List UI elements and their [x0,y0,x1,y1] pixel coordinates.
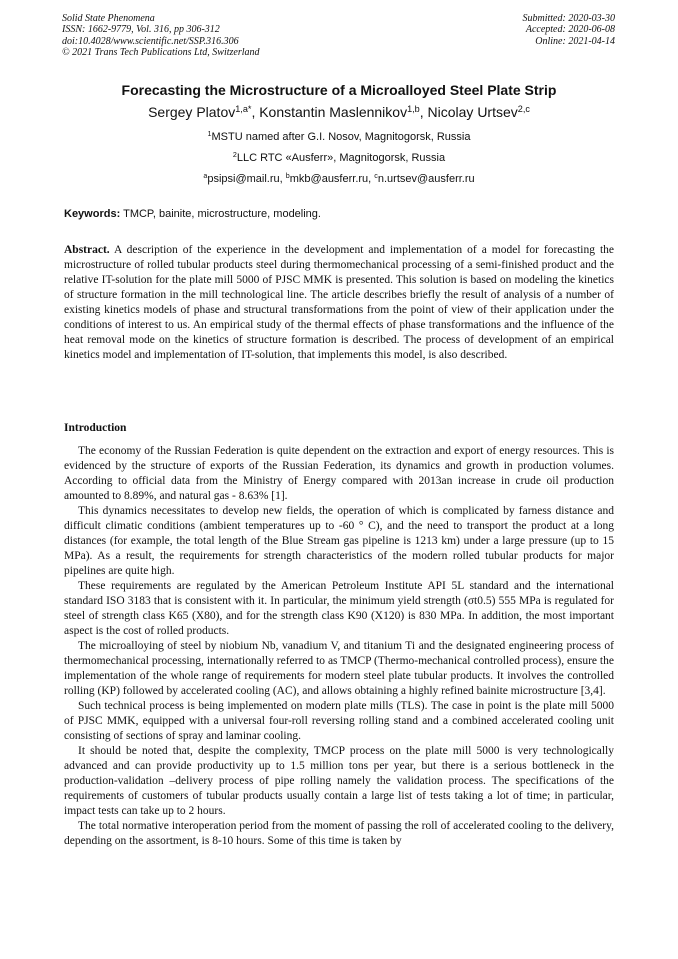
paragraph: The total normative interoperation period from the moment of passing the roll of accelerated cooling to the delivery, depending on the assortment, is 8-10 hours. Some of this time is taken by [64,820,614,847]
introduction-body [64,444,614,849]
journal-issn: ISSN: 1662-9779, Vol. 316, pp 306-312 [62,24,220,36]
email-list [40,173,638,185]
email-text: psipsi@mail.ru [207,173,280,185]
paper-title: Forecasting the Microstructure of a Microalloyed Steel Plate Strip [121,82,557,98]
author-name: Nicolay Urtsev [427,104,518,120]
paragraph: It should be noted that, despite the complexity, TMCP process on the plate mill 5000 is very technologically advanced and can provide productivity up to 1.5 million tons per year, but there is a serious bottleneck in the production-validation –delivery process of pipe rolling namely the validation process. The specifications of the requirements of customers of tubular products usually contain a large list of tests taking a lot of time; in particular, impact tests can take up to 2 hours. [64,745,614,817]
keywords-text: TMCP, bainite, microstructure, modeling. [120,208,321,220]
journal-copyright: © 2021 Trans Tech Publications Ltd, Switzerland [62,47,260,59]
affiliation-sup: 2 [232,151,237,160]
author-name: Konstantin Maslennikov [259,104,408,120]
journal-name: Solid State Phenomena [62,13,155,24]
affiliation-text: LLC RTC «Ausferr», Magnitogorsk, Russia [236,152,446,164]
separator: , [368,173,375,185]
abstract [64,243,614,363]
journal-header [62,13,260,59]
author-sup: 1,b [407,104,420,114]
email-sup: b [285,172,290,181]
affiliation-text: MSTU named after G.I. Nosov, Magnitogorsk, Russia [211,131,471,143]
paragraph: These requirements are regulated by the American Petroleum Institute API 5L standard and the international standard ISO 3183 that is consistent with it. In particular, the minimum yield strength (σt0.5) 555 MPa is regulated for steel of strength class K65 (X80), and for the strength class K90 (X120) is 830 MPa. In addition, the most important aspect is the cost of rolled products. [64,580,614,637]
online-date: Online: 2021-04-14 [535,35,615,47]
separator: , [279,173,286,185]
email-text: n.urtsev@ausferr.ru [377,173,475,185]
separator: , [251,104,260,120]
abstract-text: A description of the experience in the development and implementation of a model for forecasting the microstructure of rolled tubular products steel during thermomechanical processing of a semi-finished product and the relative IT-solution for the plate mill 5000 of PJSC MMK is presented. This solution is based on modeling the kinetics of structure formation in the mill technological line. The article describes briefly the result of analysis of a number of existing kinetics models of phase and structural transformations from the point of view of their application under the conditions of interest to us. An empirical study of the thermal effects of phase transformations and the influence of the heat removal mode on the kinetics of structure formation is described. The process of development of an empirical kinetics model and implementation of IT-solution, that implements this model, is also described. [64,244,614,361]
journal-doi: doi:10.4028/www.scientific.net/SSP.316.306 [62,35,239,47]
author-name: Sergey Platov [148,104,236,120]
abstract-label: Abstract. [64,244,110,256]
author-sup: 1,a* [235,104,252,114]
author-sup: 2,c [517,104,530,114]
keywords-label: Keywords: [64,208,121,220]
affiliation-sup: 1 [207,130,212,139]
paragraph: The microalloying of steel by niobium Nb, vanadium V, and titanium Ti and the designated engineering process of thermomechanical processing, internationally referred to as TMCP (Thermo-mechanical controlled process), ensure the implementation of the whole range of requirements for modern steel plate tubular products. It involves the controlled rolling (KP) followed by accelerated cooling (AC), and allows obtaining a highly refined bainite microstructure [3,4]. [64,640,614,697]
introduction-heading: Introduction [64,422,127,434]
paragraph: Such technical process is being implemented on modern plate mills (TLS). The case in point is the plate mill 5000 of PJSC MMK, equipped with a universal four-roll reversing rolling stand and a combined accelerated cooling unit consisting of sections of spray and laminar cooling. [64,700,614,742]
author-list [40,104,638,120]
email-sup: a [203,172,208,181]
email-sup: c [374,172,378,181]
dates-header [523,13,616,47]
email-text: mkb@ausferr.ru [289,173,369,185]
separator: , [419,104,428,120]
submitted-date: Submitted: 2020-03-30 [522,13,615,24]
accepted-date: Accepted: 2020-06-08 [525,24,615,36]
keywords [64,208,614,220]
paragraph: The economy of the Russian Federation is quite dependent on the extraction and export of energy resources. This is evidenced by the structure of exports of the Russian Federation, its dynamics and growth in production volumes. According to official data from the Ministry of Energy compared with 2013an increase in crude oil production amounted to 8.89%, and natural gas - 8.63% [1]. [64,445,614,502]
affiliation-1 [40,131,638,143]
paragraph: This dynamics necessitates to develop new fields, the operation of which is complicated by farness distance and difficult climatic conditions (ambient temperatures up to -60 ° C), and the need to transport the product at a long distances (for example, the total length of the Blue Stream gas pipeline is 1213 km) under a large pressure (up to 15 MPa). As a result, the requirements for strength characteristics of the modern rolled tubular products for major pipelines are quite high. [64,505,614,577]
affiliation-2 [40,152,638,164]
